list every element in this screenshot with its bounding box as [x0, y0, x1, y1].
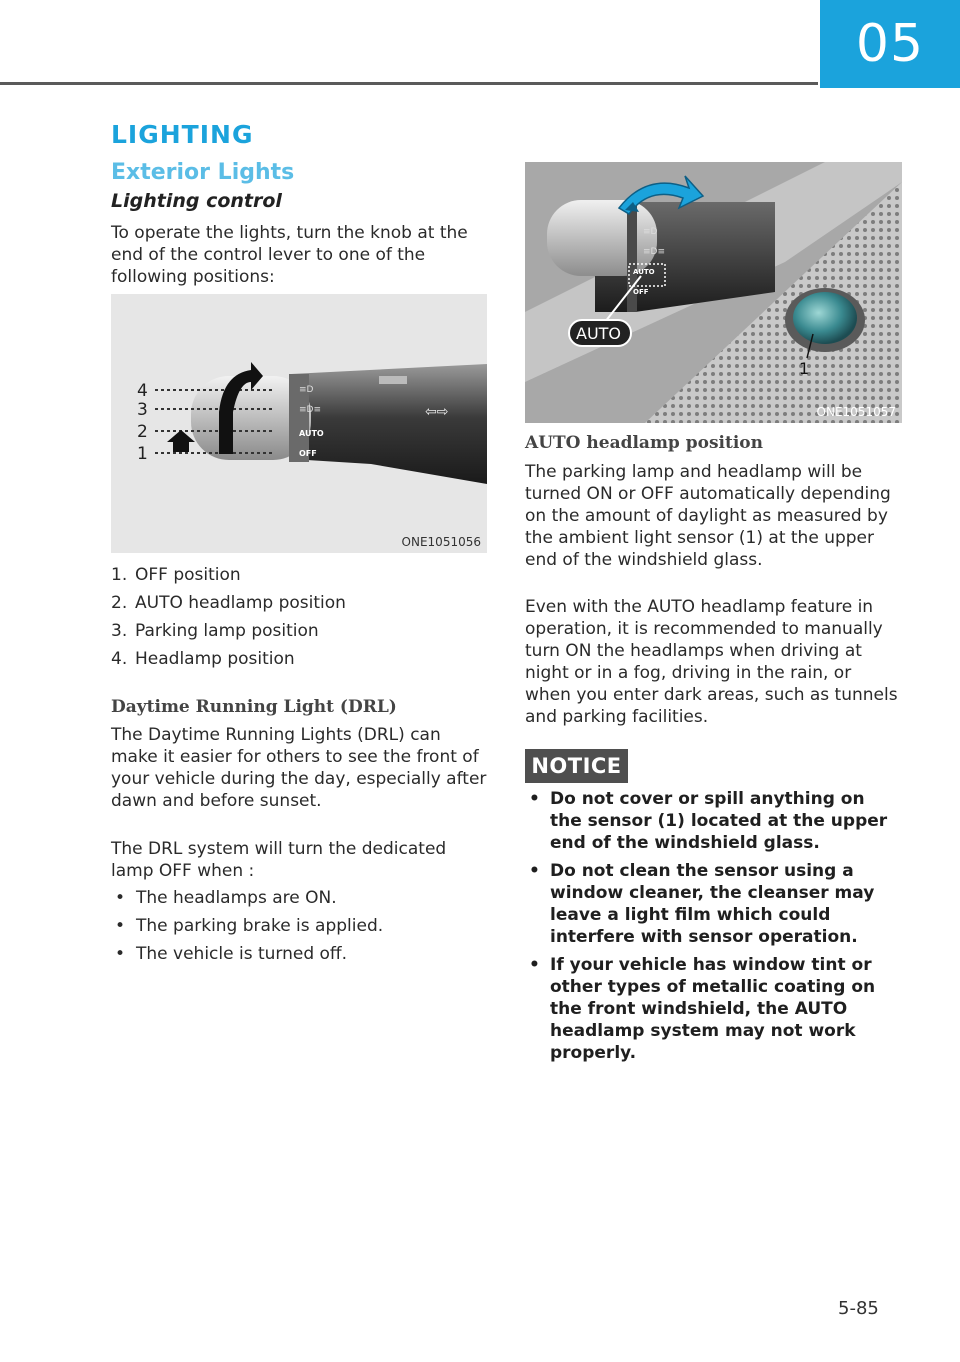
auto-headlamp-paragraph-2: Even with the AUTO headlamp feature in operation, it is recommended to manually turn ON the headlamps when driving at night or in a fog, driving in the rain, or when you enter dark areas, such as tunnels and parking facilities. [525, 597, 898, 727]
drl-paragraph-2: The DRL system will turn the dedicated lamp OFF when : [111, 839, 447, 881]
lever-illustration [111, 294, 487, 553]
lighting-control-title: Lighting control [111, 190, 282, 212]
figure-code: ONE1051057 [816, 405, 896, 419]
position-list [111, 561, 487, 673]
svg-text:≡D≡: ≡D≡ [643, 247, 666, 257]
list-item: 1. OFF position [111, 565, 241, 585]
auto-headlamp-title: AUTO headlamp position [525, 433, 763, 453]
lighting-control-intro: To operate the lights, turn the knob at the end of the control lever to one of the following positions: [111, 223, 468, 287]
lever-off-label: OFF [633, 288, 649, 296]
svg-text:≡D: ≡D [643, 227, 658, 237]
callout-3: 3 [137, 400, 148, 420]
svg-text:≡D≡: ≡D≡ [299, 405, 322, 415]
page-number: 5-85 [838, 1298, 879, 1319]
list-item: • The parking brake is applied. [115, 916, 384, 936]
sensor-illustration [525, 162, 902, 423]
svg-text:⇦⇨: ⇦⇨ [425, 404, 449, 420]
callout-1: 1 [137, 444, 148, 464]
lever-off-label: OFF [299, 449, 317, 458]
lever-auto-label: AUTO [633, 268, 655, 276]
notice-list [525, 788, 902, 1070]
figure-code: ONE1051056 [401, 535, 481, 549]
sensor-figure [525, 162, 902, 423]
sensor-callout-1: 1 [799, 359, 810, 378]
header-rule [0, 82, 818, 85]
drl-paragraph-1: The Daytime Running Lights (DRL) can make it easier for others to see the front of your vehicle during the day, especially after dawn and before sunset. [111, 725, 487, 811]
list-item: • Do not cover or spill anything on the sensor (1) located at the upper end of the windshield glass. [529, 789, 888, 853]
lever-figure [111, 294, 487, 553]
lever-auto-label: AUTO [299, 429, 324, 438]
list-item: 3. Parking lamp position [111, 621, 319, 641]
list-item: • If your vehicle has window tint or other types of metallic coating on the front windshield, the AUTO headlamp system may not work properly. [529, 955, 876, 1063]
auto-callout-label: AUTO [576, 324, 622, 343]
drl-title: Daytime Running Light (DRL) [111, 697, 397, 717]
svg-text:≡D: ≡D [299, 385, 314, 395]
up-arrow-icon [167, 430, 195, 452]
chapter-tab: 05 [820, 0, 960, 88]
callout-4: 4 [137, 381, 148, 401]
list-item: • The vehicle is turned off. [115, 944, 348, 964]
list-item: • The headlamps are ON. [115, 888, 337, 908]
drl-bullets [111, 887, 487, 971]
callout-2: 2 [137, 422, 148, 442]
subsection-title: Exterior Lights [111, 160, 295, 185]
list-item: 2. AUTO headlamp position [111, 593, 346, 613]
list-item: • Do not clean the sensor using a window cleaner, the cleanser may leave a light film which could interfere with sensor operation. [529, 861, 875, 947]
list-item: 4. Headlamp position [111, 649, 295, 669]
auto-headlamp-paragraph-1: The parking lamp and headlamp will be turned ON or OFF automatically depending on the amount of daylight as measured by the ambient light sensor (1) at the upper end of the windshield glass. [525, 462, 891, 570]
section-title: LIGHTING [111, 120, 254, 149]
notice-badge: NOTICE [525, 749, 628, 783]
